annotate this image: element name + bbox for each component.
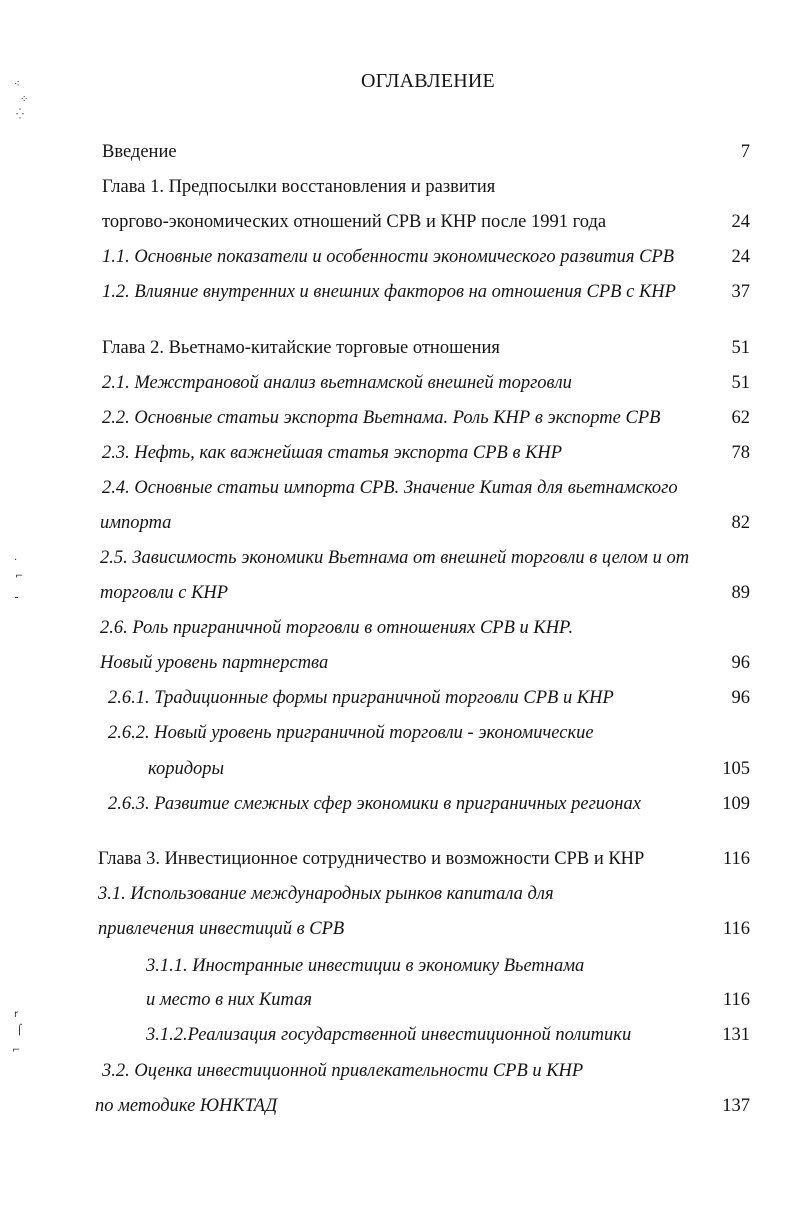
toc-entry-page: 96 <box>731 688 750 708</box>
toc-entry-text: Глава 3. Инвестиционное сотрудничество и возможности СРВ и КНР <box>98 849 645 869</box>
toc-entry-text: 3.2. Оценка инвестиционной привлекательности СРВ и КНР <box>102 1061 584 1081</box>
toc-entry-page: 51 <box>731 338 750 358</box>
toc-entry-text: Глава 1. Предпосылки восстановления и развития <box>102 177 496 197</box>
toc-entry[interactable] <box>0 683 796 713</box>
toc-entry-page: 137 <box>722 1096 750 1116</box>
toc-entry-text: 1.2. Влияние внутренних и внешних факторов на отношения СРВ с КНР <box>102 282 676 302</box>
scan-artifact: · <box>14 555 18 566</box>
toc-entry-text: 3.1. Использование международных рынков капитала для <box>98 884 554 904</box>
toc-entry-text: 3.1.2.Реализация государственной инвестиционной политики <box>146 1025 632 1045</box>
toc-entry-text: торгово-экономических отношений СРВ и КНР после 1991 года <box>102 212 607 232</box>
toc-entry-text: торговли с КНР <box>100 583 229 603</box>
toc-entry[interactable] <box>0 207 796 237</box>
toc-entry-page: 116 <box>722 849 750 869</box>
toc-entry[interactable] <box>0 403 796 433</box>
toc-entry[interactable] <box>0 789 796 819</box>
toc-entry-text: 2.6.1. Традиционные формы приграничной торговли СРВ и КНР <box>108 688 614 708</box>
toc-entry[interactable] <box>0 985 796 1015</box>
scan-artifact: r <box>14 1009 19 1020</box>
scan-artifact: ⁘ <box>20 94 29 105</box>
toc-entry[interactable] <box>0 754 796 784</box>
scan-artifact: ⌐ <box>15 571 24 582</box>
toc-entry[interactable] <box>0 914 796 944</box>
toc-entry-page: 78 <box>731 443 750 463</box>
toc-entry-text: 1.1. Основные показатели и особенности экономического развития СРВ <box>102 247 675 267</box>
toc-entry-text: Новый уровень партнерства <box>100 653 329 673</box>
scan-artifact: ⌐ <box>12 1045 21 1056</box>
scan-artifact: ⁛ <box>16 109 24 120</box>
toc-entry[interactable] <box>0 578 796 608</box>
toc-entry-page: 96 <box>731 653 750 673</box>
toc-entry[interactable] <box>0 508 796 538</box>
toc-entry[interactable] <box>0 879 796 909</box>
toc-entry[interactable] <box>0 844 796 874</box>
toc-entry-text: 3.1.1. Иностранные инвестиции в экономику Вьетнама <box>146 956 585 976</box>
toc-entry-text: привлечения инвестиций в СРВ <box>98 919 345 939</box>
toc-entry[interactable] <box>0 718 796 748</box>
toc-entry[interactable] <box>0 951 796 981</box>
toc-entry-text: 2.6.3. Развитие смежных сфер экономики в приграничных регионах <box>108 794 641 814</box>
toc-entry-page: 109 <box>722 794 750 814</box>
scan-artifact: ⁃ <box>14 593 19 604</box>
toc-entry[interactable] <box>0 438 796 468</box>
toc-entry-page: 105 <box>722 759 750 779</box>
scan-artifact: ⁖ <box>14 79 20 90</box>
toc-entry-page: 131 <box>722 1025 750 1045</box>
toc-entry-text: 2.2. Основные статьи экспорта Вьетнама. Роль КНР в экспорте СРВ <box>102 408 661 428</box>
toc-entry[interactable] <box>0 613 796 643</box>
toc-entry-text: 2.6. Роль приграничной торговли в отношениях СРВ и КНР. <box>100 618 574 638</box>
toc-entry-page: 82 <box>731 513 750 533</box>
toc-entry-text: Глава 2. Вьетнамо-китайские торговые отношения <box>102 338 500 358</box>
scan-artifact: ⌠ <box>17 1025 23 1036</box>
toc-entry[interactable] <box>0 543 796 573</box>
toc-entry-text: коридоры <box>148 759 225 779</box>
toc-entry[interactable] <box>0 1091 796 1121</box>
toc-entry-text: 2.5. Зависимость экономики Вьетнама от внешней торговли в целом и от <box>100 548 690 568</box>
toc-entry[interactable] <box>0 1056 796 1086</box>
toc-entry-page: 62 <box>731 408 750 428</box>
toc-entry[interactable] <box>0 1020 796 1050</box>
toc-entry-page: 24 <box>731 247 750 267</box>
toc-entry-page: 116 <box>722 990 750 1010</box>
toc-entry-text: Введение <box>102 142 177 162</box>
toc-entry[interactable] <box>0 242 796 272</box>
toc-entry-page: 89 <box>731 583 750 603</box>
toc-entry-text: и место в них Китая <box>146 990 312 1010</box>
toc-entry-page: 37 <box>731 282 750 302</box>
toc-entry[interactable] <box>0 172 796 202</box>
toc-entry[interactable] <box>0 368 796 398</box>
toc-entry-text: 2.4. Основные статьи импорта СРВ. Значение Китая для вьетнамского <box>102 478 678 498</box>
toc-entry[interactable] <box>0 333 796 363</box>
toc-entry-page: 116 <box>722 919 750 939</box>
toc-entry-text: 2.3. Нефть, как важнейшая статья экспорта СРВ в КНР <box>102 443 563 463</box>
page-title: ОГЛАВЛЕНИЕ <box>361 70 495 92</box>
toc-entry-text: 2.1. Межстрановой анализ вьетнамской внешней торговли <box>102 373 572 393</box>
toc-entry-text: импорта <box>100 513 172 533</box>
toc-entry-page: 51 <box>731 373 750 393</box>
toc-entry[interactable] <box>0 648 796 678</box>
toc-entry[interactable] <box>0 473 796 503</box>
toc-entry[interactable] <box>0 277 796 307</box>
toc-entry-page: 7 <box>740 142 750 162</box>
toc-entry-text: по методике ЮНКТАД <box>95 1096 278 1116</box>
toc-entry[interactable] <box>0 137 796 167</box>
toc-entry-page: 24 <box>731 212 750 232</box>
toc-entry-text: 2.6.2. Новый уровень приграничной торговли - экономические <box>108 723 594 743</box>
